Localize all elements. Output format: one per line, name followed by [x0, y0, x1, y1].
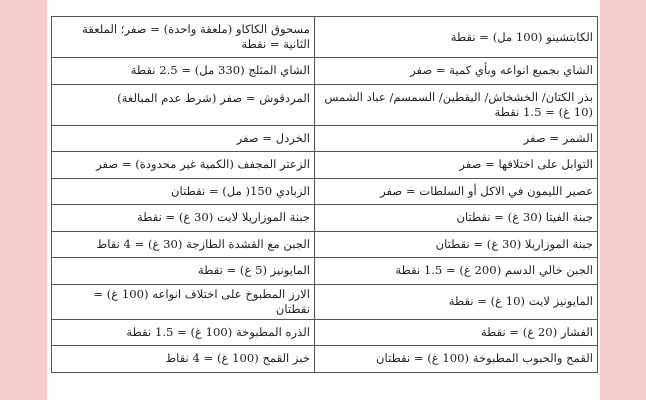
table-cell-left: المايونيز (5 غ) = نقطة: [52, 258, 315, 285]
table-row: [52, 284, 598, 319]
table-row: [52, 58, 598, 85]
points-table: [51, 16, 598, 373]
table-cell-left: الزعتر المجفف (الكمية غير محدودة) = صفر: [52, 152, 315, 179]
table-cell-left: الشاي المثلج (330 مل) = 2.5 نقطة: [52, 58, 315, 85]
table-row: [52, 17, 598, 58]
table-cell-left: الجبن مع القشدة الطازجة (30 غ) = 4 نقاط: [52, 231, 315, 258]
table-row: [52, 125, 598, 152]
table-cell-left: الذره المطبوخة (100 غ) = 1.5 نقطة: [52, 319, 315, 346]
table-cell-right: عصير الليمون في الاكل أو السلطات = صفر: [315, 178, 598, 205]
table-row: [52, 319, 598, 346]
table-cell-left: الخردل = صفر: [52, 125, 315, 152]
table-cell-left: المردقوش = صفر (شرط عدم المبالغة): [52, 84, 315, 125]
table-row: [52, 258, 598, 285]
table-row: [52, 84, 598, 125]
table-cell-right: القمح والحبوب المطبوخة (100 غ) = نقطتان: [315, 346, 598, 373]
table-cell-left: الارز المطبوخ على اختلاف انواعه (100 غ) = نقطتان: [52, 284, 315, 319]
table-row: [52, 178, 598, 205]
table-row: [52, 231, 598, 258]
document-page: [47, 0, 600, 400]
table-cell-right: بذر الكتان/ الخشخاش/ اليقطين/ السمسم/ عباد الشمس (10 غ) = 1.5 نقطة: [315, 84, 598, 125]
table-cell-right: الشمر = صفر: [315, 125, 598, 152]
table-cell-right: المايونيز لايت (10 غ) = نقطة: [315, 284, 598, 319]
table-cell-right: الفشار (20 غ) = نقطة: [315, 319, 598, 346]
table-cell-left: جبنة الموزاريلا لايت (30 غ) = نقطة: [52, 205, 315, 232]
table-row: [52, 152, 598, 179]
table-cell-left: الزبادي 150( مل) = نقطتان: [52, 178, 315, 205]
table-row: [52, 346, 598, 373]
table-cell-right: جبنة الفيتا (30 غ) = نقطتان: [315, 205, 598, 232]
table-cell-right: جبنة الموزاريلا (30 غ) = نقطتان: [315, 231, 598, 258]
table-cell-left: مسحوق الكاكاو (ملعقة واحدة) = صفر؛ الملعقة الثانية = نقطة: [52, 17, 315, 58]
table-cell-right: الشاي بجميع انواعه وبأي كمية = صفر: [315, 58, 598, 85]
table-cell-right: الجبن خالي الدسم (200 غ) = 1.5 نقطة: [315, 258, 598, 285]
table-cell-right: التوابل على اختلافها = صفر: [315, 152, 598, 179]
table-cell-right: الكابتشينو (100 مل) = نقطة: [315, 17, 598, 58]
table-cell-left: خبز القمح (100 غ) = 4 نقاط: [52, 346, 315, 373]
table-row: [52, 205, 598, 232]
